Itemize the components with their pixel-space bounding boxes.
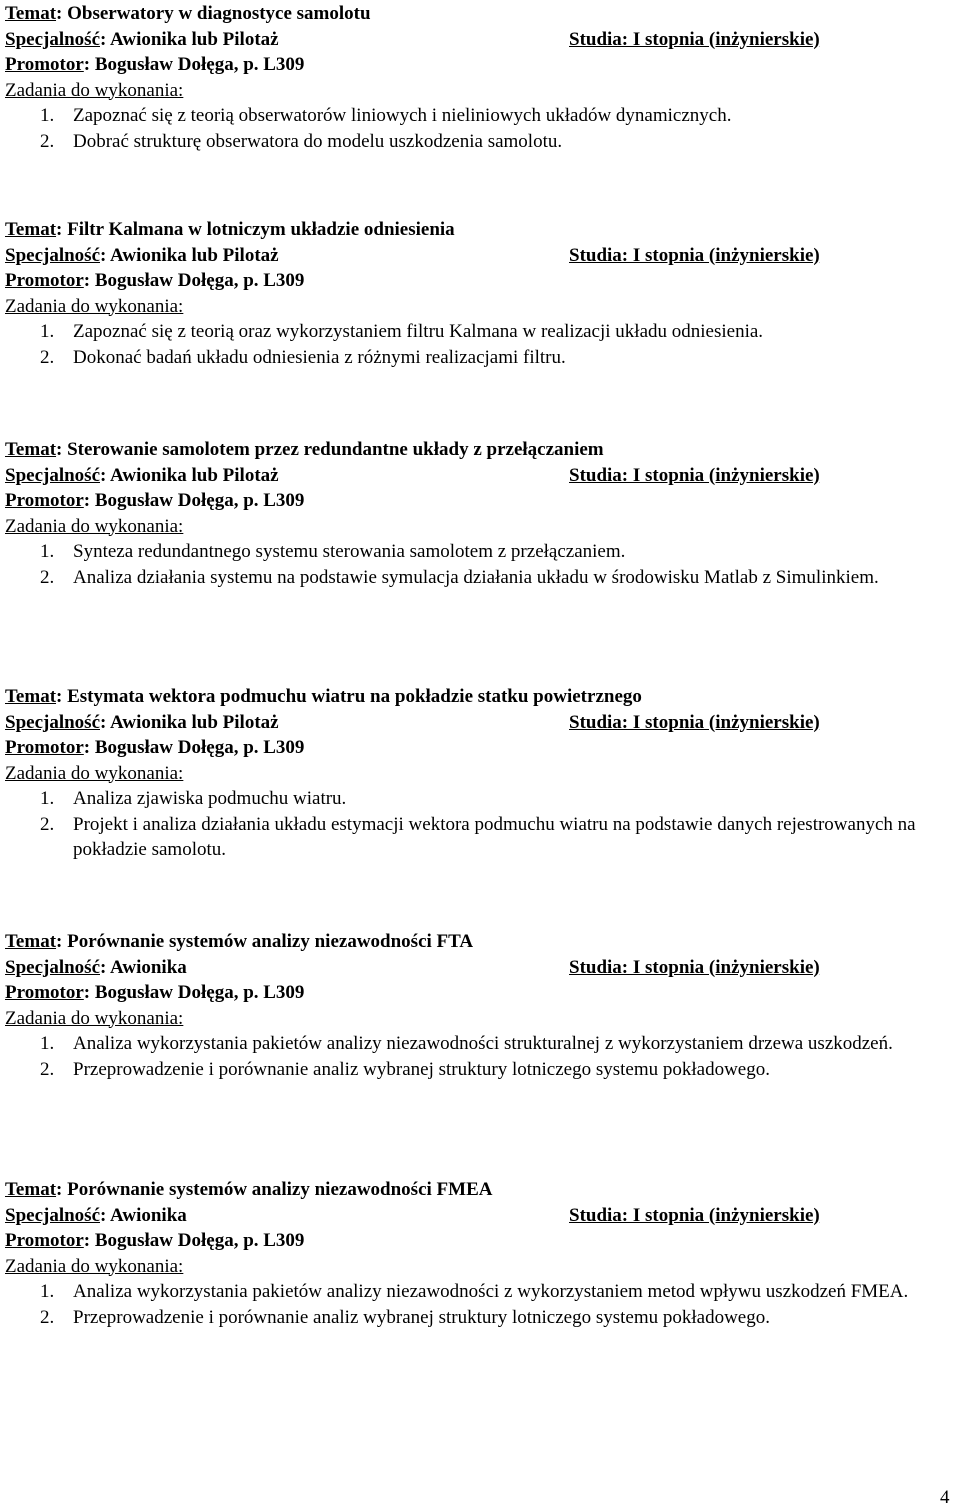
topic-title-line: Temat: Sterowanie samolotem przez redundantne układy z przełączaniem xyxy=(5,439,604,460)
specialty-label: Specjalność xyxy=(5,1204,100,1226)
task-item xyxy=(0,1031,955,1057)
task-item xyxy=(0,345,955,371)
task-text: Zapoznać się z teorią obserwatorów liniowych i nieliniowych układów dynamicznych. xyxy=(73,105,732,126)
specialty-label: Specjalność xyxy=(5,244,100,266)
supervisor-value: Bogusław Dołęga, p. L309 xyxy=(94,737,305,758)
task-number: 1. xyxy=(40,105,55,126)
supervisor-line: Promotor: Bogusław Dołęga, p. L309 xyxy=(5,982,305,1003)
task-item xyxy=(0,1305,955,1331)
supervisor-line: Promotor: Bogusław Dołęga, p. L309 xyxy=(5,54,305,75)
specialty-label: Specjalność xyxy=(5,956,100,978)
topic-6 xyxy=(5,1177,955,1330)
task-item xyxy=(0,1057,955,1083)
supervisor-label: Promotor xyxy=(5,270,84,291)
topic-3 xyxy=(5,437,955,590)
study-level: Studia: I stopnia (inżynierskie) xyxy=(569,28,820,50)
task-text: Synteza redundantnego systemu sterowania samolotem z przełączaniem. xyxy=(73,541,626,562)
supervisor-label: Promotor xyxy=(5,982,84,1003)
topic-4 xyxy=(5,684,955,863)
task-item xyxy=(0,129,955,155)
study-level: Studia: I stopnia (inżynierskie) xyxy=(569,956,820,978)
specialty-value: Awionika lub Pilotaż xyxy=(110,28,279,50)
specialty-value: Awionika xyxy=(110,1204,187,1226)
study-level: Studia: I stopnia (inżynierskie) xyxy=(569,711,820,733)
specialty-row: Specjalność: Awionika Studia: I stopnia (inżynierskie) xyxy=(5,955,955,981)
topic-title-line: Temat: Estymata wektora podmuchu wiatru na pokładzie statku powietrznego xyxy=(5,686,642,707)
temat-label: Temat xyxy=(5,686,57,707)
specialty-label: Specjalność xyxy=(5,711,100,733)
topic-5 xyxy=(5,929,955,1082)
task-text: Zapoznać się z teorią oraz wykorzystaniem filtru Kalmana w realizacji układu odniesienia. xyxy=(73,321,764,342)
task-number: 2. xyxy=(40,130,55,152)
specialty-label: Specjalność xyxy=(5,28,100,50)
topic-1 xyxy=(5,1,955,154)
task-number: 1. xyxy=(40,1281,55,1302)
task-item xyxy=(0,786,955,812)
task-text: Przeprowadzenie i porównanie analiz wybranej struktury lotniczego systemu pokładowego. xyxy=(73,1306,770,1328)
supervisor-value: Bogusław Dołęga, p. L309 xyxy=(94,54,305,75)
task-item xyxy=(0,103,955,129)
topic-title-line: Temat: Porównanie systemów analizy niezawodności FMEA xyxy=(5,1179,493,1200)
temat-label: Temat xyxy=(5,1179,57,1200)
supervisor-value: Bogusław Dołęga, p. L309 xyxy=(94,1230,305,1251)
supervisor-line: Promotor: Bogusław Dołęga, p. L309 xyxy=(5,737,305,758)
tasks-label: Zadania do wykonania: xyxy=(5,79,184,101)
task-item xyxy=(0,565,955,591)
tasks-label: Zadania do wykonania: xyxy=(5,295,184,317)
supervisor-label: Promotor xyxy=(5,737,84,758)
task-number: 2. xyxy=(40,1058,55,1080)
specialty-value: Awionika lub Pilotaż xyxy=(110,464,279,486)
task-number: 2. xyxy=(40,813,55,835)
task-text: Dobrać strukturę obserwatora do modelu uszkodzenia samolotu. xyxy=(73,130,563,152)
task-item xyxy=(0,1279,955,1305)
task-text: Analiza zjawiska podmuchu wiatru. xyxy=(73,788,347,809)
supervisor-line: Promotor: Bogusław Dołęga, p. L309 xyxy=(5,1230,305,1251)
specialty-row: Specjalność: Awionika lub Pilotaż Studia: I stopnia (inżynierskie) xyxy=(5,463,955,489)
topic-2 xyxy=(5,217,955,370)
specialty-value: Awionika lub Pilotaż xyxy=(110,244,279,266)
task-text: Przeprowadzenie i porównanie analiz wybranej struktury lotniczego systemu pokładowego. xyxy=(73,1058,770,1080)
task-number: 1. xyxy=(40,788,55,809)
topic-title: Sterowanie samolotem przez redundantne układy z przełączaniem xyxy=(67,439,604,460)
supervisor-line: Promotor: Bogusław Dołęga, p. L309 xyxy=(5,270,305,291)
topic-title: Porównanie systemów analizy niezawodności FTA xyxy=(67,931,474,952)
task-number: 1. xyxy=(40,1033,55,1054)
task-number: 2. xyxy=(40,346,55,368)
topic-title-line: Temat: Obserwatory w diagnostyce samolotu xyxy=(5,3,371,24)
supervisor-label: Promotor xyxy=(5,490,84,511)
topic-title-line: Temat: Porównanie systemów analizy niezawodności FTA xyxy=(5,931,474,952)
task-number: 1. xyxy=(40,541,55,562)
page-number: 4 xyxy=(940,1487,950,1508)
task-item xyxy=(0,812,955,863)
task-number: 2. xyxy=(40,1306,55,1328)
temat-label: Temat xyxy=(5,3,57,24)
supervisor-value: Bogusław Dołęga, p. L309 xyxy=(94,982,305,1003)
task-text: Dokonać badań układu odniesienia z różnymi realizacjami filtru. xyxy=(73,346,566,368)
tasks-label: Zadania do wykonania: xyxy=(5,1007,184,1029)
specialty-row: Specjalność: Awionika lub Pilotaż Studia: I stopnia (inżynierskie) xyxy=(5,710,955,736)
specialty-value: Awionika xyxy=(110,956,187,978)
supervisor-label: Promotor xyxy=(5,1230,84,1251)
task-text: Analiza wykorzystania pakietów analizy niezawodności z wykorzystaniem metod wpływu uszkodzeń FMEA. xyxy=(73,1281,909,1302)
specialty-value: Awionika lub Pilotaż xyxy=(110,711,279,733)
temat-label: Temat xyxy=(5,439,57,460)
tasks-label: Zadania do wykonania: xyxy=(5,762,184,784)
supervisor-line: Promotor: Bogusław Dołęga, p. L309 xyxy=(5,490,305,511)
topic-title-line: Temat: Filtr Kalmana w lotniczym układzie odniesienia xyxy=(5,219,455,240)
study-level: Studia: I stopnia (inżynierskie) xyxy=(569,1204,820,1226)
tasks-label: Zadania do wykonania: xyxy=(5,515,184,537)
supervisor-value: Bogusław Dołęga, p. L309 xyxy=(94,270,305,291)
temat-label: Temat xyxy=(5,219,57,240)
supervisor-label: Promotor xyxy=(5,54,84,75)
study-level: Studia: I stopnia (inżynierskie) xyxy=(569,244,820,266)
tasks-label: Zadania do wykonania: xyxy=(5,1255,184,1277)
specialty-row: Specjalność: Awionika lub Pilotaż Studia: I stopnia (inżynierskie) xyxy=(5,27,955,53)
temat-label: Temat xyxy=(5,931,57,952)
task-item xyxy=(0,539,955,565)
supervisor-value: Bogusław Dołęga, p. L309 xyxy=(94,490,305,511)
topic-title: Porównanie systemów analizy niezawodności FMEA xyxy=(67,1179,493,1200)
task-number: 1. xyxy=(40,321,55,342)
task-text: Analiza wykorzystania pakietów analizy niezawodności strukturalnej z wykorzystaniem drzewa uszkodzeń. xyxy=(73,1033,893,1054)
task-text: Analiza działania systemu na podstawie symulacja działania układu w środowisku Matlab z Simulinkiem. xyxy=(73,566,879,588)
specialty-row: Specjalność: Awionika Studia: I stopnia (inżynierskie) xyxy=(5,1203,955,1229)
specialty-row: Specjalność: Awionika lub Pilotaż Studia: I stopnia (inżynierskie) xyxy=(5,243,955,269)
task-number: 2. xyxy=(40,566,55,588)
topic-title: Obserwatory w diagnostyce samolotu xyxy=(67,3,371,24)
study-level: Studia: I stopnia (inżynierskie) xyxy=(569,464,820,486)
topic-title: Estymata wektora podmuchu wiatru na pokładzie statku powietrznego xyxy=(67,686,642,707)
task-item xyxy=(0,319,955,345)
topic-title: Filtr Kalmana w lotniczym układzie odniesienia xyxy=(67,219,455,240)
specialty-label: Specjalność xyxy=(5,464,100,486)
task-text: Projekt i analiza działania układu estymacji wektora podmuchu wiatru na podstawie danych rejestrowanych na pokładzie samolotu. xyxy=(73,813,916,860)
